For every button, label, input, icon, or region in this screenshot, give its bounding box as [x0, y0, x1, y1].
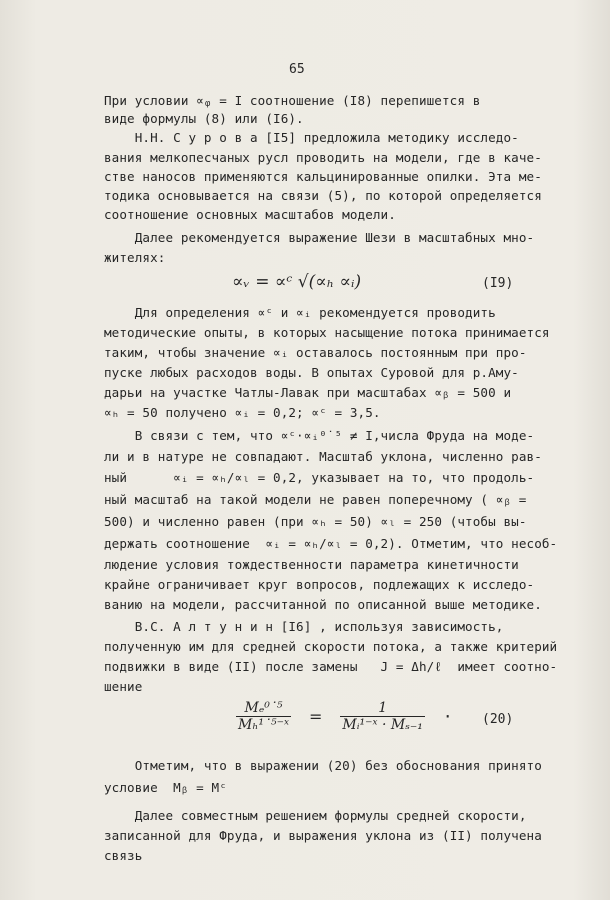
text-line: людение условия тождественности параметра кинетичности [104, 557, 519, 572]
text-line: подвижки в виде (II) после замены J = Δh/ℓ имеет соотно- [104, 659, 558, 674]
page-number: 65 [289, 62, 305, 77]
text-line: методические опыты, в которых насыщение потока принимается [104, 325, 550, 340]
text-line: В.С. А л т у н и н [I6] , используя зависимость, [104, 619, 504, 634]
formula-20-rhs-denominator: Mᵢ¹⁻ˣ · Mₛ₋₁ [342, 717, 423, 733]
text-line: Н.Н. С у р о в а [I5] предложила методику исследо- [104, 130, 519, 145]
text-line: В связи с тем, что ∝ᶜ·∝ᵢ⁰˙⁵ ≠ I,числа Фруда на моде- [104, 428, 535, 443]
text-line: Отметим, что в выражении (20) без обоснования принято [104, 758, 542, 773]
text-line: Для определения ∝ᶜ и ∝ᵢ рекомендуется проводить [104, 305, 496, 320]
formula-20-rhs [340, 700, 425, 733]
text-line: Далее совместным решением формулы средней скорости, [104, 808, 527, 823]
equals-sign: = [308, 707, 323, 726]
text-line: 500) и численно равен (при ∝ₕ = 50) ∝ₗ = 250 (чтобы вы- [104, 514, 527, 529]
text-line: соотношение основных масштабов модели. [104, 207, 396, 222]
formula-20-lhs-numerator: Mₑ⁰˙⁵ [236, 700, 291, 717]
text-line: держать соотношение ∝ᵢ = ∝ₕ/∝ₗ = 0,2). Отметим, что несоб- [104, 536, 558, 551]
formula-20-rhs-numerator: 1 [340, 700, 425, 717]
text-line: пуске любых расходов воды. В опытах Суровой для р.Аму- [104, 365, 519, 380]
formula-20 [236, 700, 453, 733]
text-line: ∝ₕ = 50 получено ∝ᵢ = 0,2; ∝ᶜ = 3,5. [104, 405, 381, 420]
text-line: Далее рекомендуется выражение Шези в масштабных мно- [104, 230, 535, 245]
text-line: записанной для Фруда, и выражения уклона из (II) получена [104, 828, 542, 843]
text-line: тодика основывается на связи (5), по которой определяется [104, 188, 542, 203]
text-line: крайне ограничивает круг вопросов, подлежащих к исследо- [104, 577, 535, 592]
text-line: полученную им для средней скорости потока, а также критерий [104, 639, 558, 654]
text-line: вания мелкопесчаных русл проводить на модели, где в каче- [104, 150, 542, 165]
formula-19: ∝ᵥ = ∝ᶜ √(∝ₕ ∝ᵢ) [232, 272, 362, 292]
text-line: ный масштаб на такой модели не равен поперечному ( ∝ᵦ = [104, 492, 527, 507]
formula-20-dot: · [442, 707, 453, 726]
text-line: условие Mᵦ = Mᶜ [104, 780, 227, 795]
text-line: стве наносов применяются кальцинированные опилки. Эта ме- [104, 169, 542, 184]
text-line: шение [104, 679, 143, 694]
text-line: ли и в натуре не совпадают. Масштаб уклона, численно рав- [104, 449, 542, 464]
text-line: связь [104, 848, 143, 863]
text-line: ный ∝ᵢ = ∝ₕ/∝ₗ = 0,2, указывает на то, что продоль- [104, 470, 535, 485]
formula-20-lhs [236, 700, 291, 733]
text-line: жителях: [104, 250, 166, 265]
text-line: При условии ∝ᵩ = I соотношение (I8) перепишется в [104, 93, 481, 108]
formula-20-number: (20) [482, 712, 514, 727]
text-line: виде формулы (8) или (I6). [104, 111, 304, 126]
formula-20-lhs-denominator: Mₕ¹˙⁵⁻ˣ [238, 717, 289, 733]
text-line: таким, чтобы значение ∝ᵢ оставалось постоянным при про- [104, 345, 527, 360]
formula-19-number: (I9) [482, 276, 514, 291]
text-line: ванию на модели, рассчитанной по описанной выше методике. [104, 597, 542, 612]
text-line: дарьи на участке Чатлы-Лавак при масштабах ∝ᵦ = 500 и [104, 385, 512, 400]
